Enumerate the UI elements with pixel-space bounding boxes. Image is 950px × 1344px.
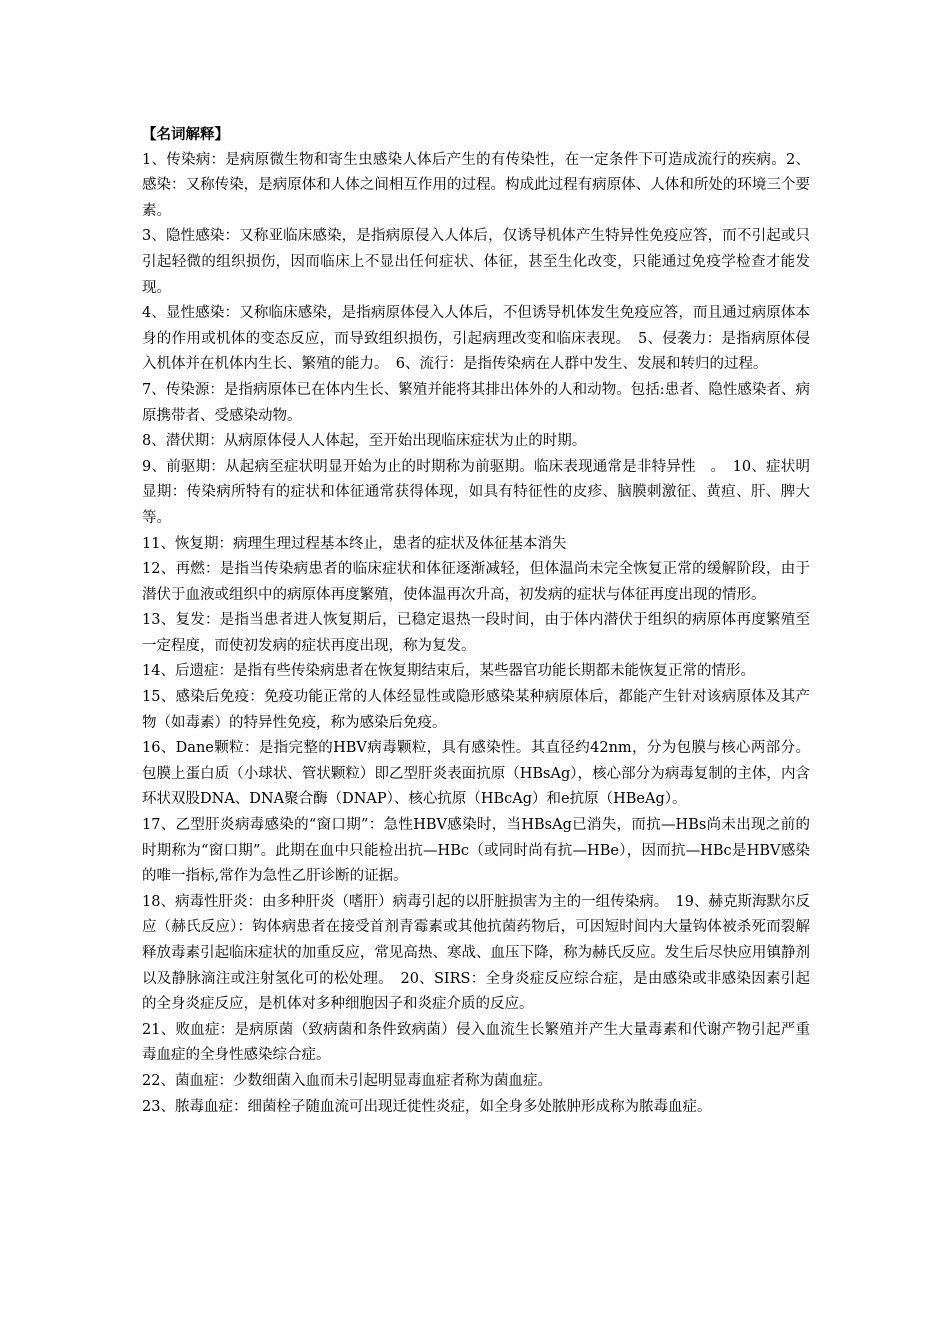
term-paragraph-9: 9、前驱期：从起病至症状明显开始为止的时期称为前驱期。临床表现通常是非特异性 。 10、症状明显期：传染病所特有的症状和体征通常获得体现，如具有特征性的皮疹、脑膜刺激征、黄疸、肝、脾大等。 bbox=[142, 458, 810, 526]
term-paragraph-13: 13、复发：是指当患者进人恢复期后，已稳定退热一段时间，由于体内潜伏于组织的病原体再度繁殖至一定程度，而使初发病的症状再度出现，称为复发。 bbox=[142, 612, 810, 654]
document-page bbox=[142, 122, 810, 1120]
term-paragraph-1: 1、传染病：是病原微生物和寄生虫感染人体后产生的有传染性，在一定条件下可造成流行的疾病。2、感染：又称传染，是病原体和人体之间相互作用的过程。构成此过程有病原体、人体和所处的环境三个要素。 bbox=[142, 151, 810, 219]
term-paragraph-7: 7、传染源：是指病原体已在体内生长、繁殖并能将其排出体外的人和动物。包括:患者、隐性感染者、病原携带者、受感染动物。 bbox=[142, 381, 810, 424]
term-paragraph-15: 15、感染后免疫：免疫功能正常的人体经显性或隐形感染某种病原体后，都能产生针对该病原体及其产物（如毒素）的特异性免疫，称为感染后免疫。 bbox=[142, 689, 810, 731]
term-paragraph-14: 14、后遗症：是指有些传染病患者在恢复期结束后，某些器官功能长期都未能恢复正常的情形。 bbox=[142, 663, 755, 680]
term-paragraph-3: 3、隐性感染：又称亚临床感染，是指病原侵入人体后，仅诱导机体产生特异性免疫应答，而不引起或只引起轻微的组织损伤，因而临床上不显出任何症状、体征，甚至生化改变，只能通过免疫学检查才能发现。 bbox=[142, 228, 810, 296]
term-paragraph-11: 11、恢复期：病理生理过程基本终止，患者的症状及体征基本消失 bbox=[142, 535, 567, 552]
term-paragraph-17: 17、乙型肝炎病毒感染的“窗口期”：急性HBV感染时，当HBsAg已消失，而抗—HBs尚未出现之前的时期称为“窗口期”。此期在血中只能检出抗—HBc（或同时尚有抗—HBe），因而抗—HBc是HBV感染的唯一指标,常作为急性乙肝诊断的证据。 bbox=[142, 817, 810, 885]
term-paragraph-16: 16、Dane颗粒：是指完整的HBV病毒颗粒，具有感染性。其直径约42nm，分为包膜与核心两部分。包膜上蛋白质（小球状、管状颗粒）即乙型肝炎表面抗原（HBsAg），核心部分为病毒复制的主体，内含环状双股DNA、DNA聚合酶（DNAP）、核心抗原（HBcAg）和e抗原（HBeAg）。 bbox=[142, 740, 810, 808]
term-paragraph-23: 23、脓毒血症：细菌栓子随血流可出现迁徙性炎症，如全身多处脓肿形成称为脓毒血症。 bbox=[142, 1098, 712, 1115]
term-paragraph-12: 12、再燃：是指当传染病患者的临床症状和体征逐渐减轻，但体温尚未完全恢复正常的缓解阶段，由于潜伏于血液或组织中的病原体再度繁殖，使体温再次升高，初发病的症状与体征再度出现的情形。 bbox=[142, 561, 810, 603]
term-paragraph-18: 18、病毒性肝炎：由多种肝炎（嗜肝）病毒引起的以肝脏损害为主的一组传染病。 19、赫克斯海默尔反应（赫氏反应）：钩体病患者在接受首剂青霉素或其他抗菌药物后，可因短时间内大量钩体被杀死而裂解释放毒素引起临床症状的加重反应，常见高热、寒战、血压下降，称为赫氏反应。发生后尽快应用镇静剂以及静脉滴注或注射氢化可的松处理。 20、SIRS：全身炎症反应综合症，是由感染或非感染因素引起的全身炎症反应，是机体对多种细胞因子和炎症介质的反应。 bbox=[142, 893, 810, 1013]
term-paragraph-8: 8、潜伏期：从病原体侵人人体起，至开始出现临床症状为止的时期。 bbox=[142, 433, 587, 450]
section-heading: 【名词解释】 bbox=[142, 126, 229, 143]
term-paragraph-21: 21、败血症：是病原菌（致病菌和条件致病菌）侵入血流生长繁殖并产生大量毒素和代谢产物引起严重毒血症的全身性感染综合症。 bbox=[142, 1021, 810, 1064]
term-paragraph-4: 4、显性感染：又称临床感染，是指病原体侵入人体后，不但诱导机体发生免疫应答，而且通过病原体本身的作用或机体的变态反应，而导致组织损伤，引起病理改变和临床表现。 5、侵袭力：是指病原体侵入机体并在机体内生长、繁殖的能力。 6、流行：是指传染病在人群中发生、发展和转归的过程。 bbox=[142, 305, 810, 373]
term-paragraph-22: 22、菌血症：少数细菌入血而未引起明显毒血症者称为菌血症。 bbox=[142, 1072, 552, 1089]
